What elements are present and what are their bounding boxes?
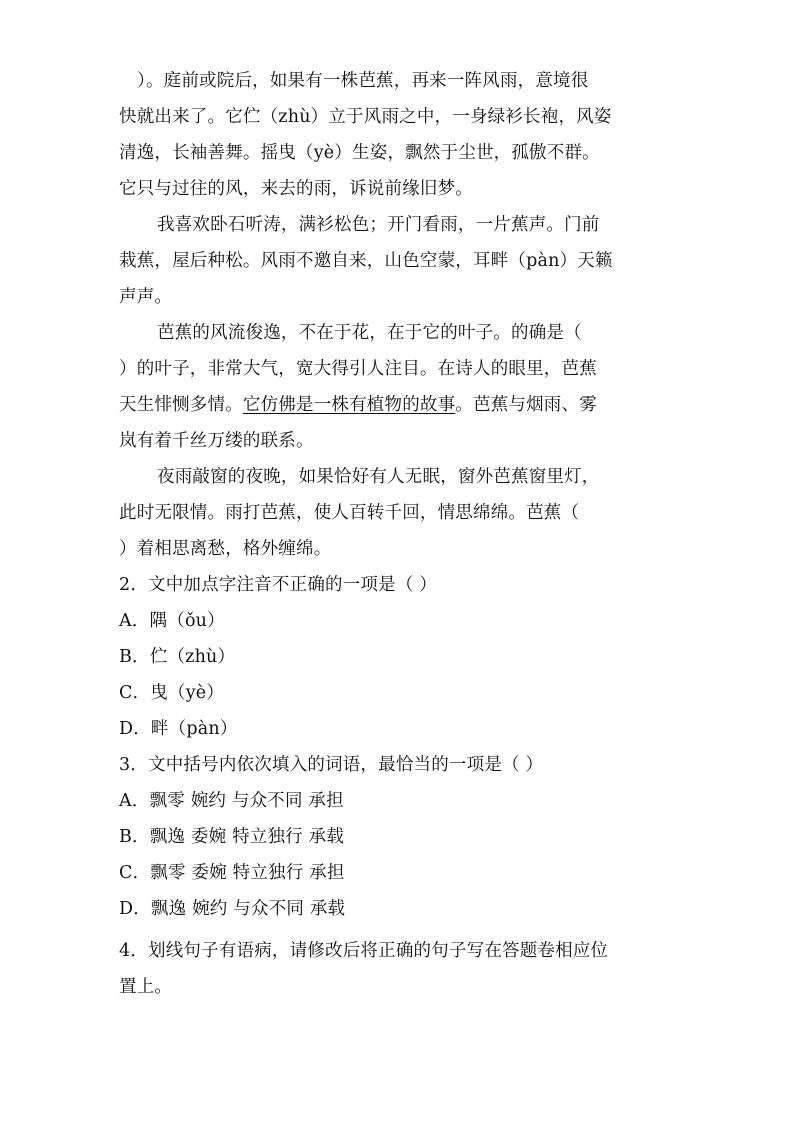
option-d: D．畔（pàn） <box>119 719 238 739</box>
passage-line: 清逸，长袖善舞。摇曳（yè）生姿，飘然于尘世，孤傲不群。 <box>119 143 600 163</box>
option-d: D．飘逸 婉约 与众不同 承载 <box>119 899 346 919</box>
question-stem: 2．文中加点字注音不正确的一项是（ ） <box>119 575 437 595</box>
passage-text: 。芭蕉与烟雨、雾 <box>455 395 597 415</box>
option-c: C．飘零 委婉 特立独行 承担 <box>119 863 345 883</box>
option-a: A．隅（ǒu） <box>119 611 225 631</box>
question-stem: 4．划线句子有语病，请修改后将正确的句子写在答题卷相应位 <box>119 941 609 961</box>
passage-text: 天生悱恻多情。 <box>119 395 243 415</box>
passage-line: 我喜欢卧石听涛，满衫松色；开门看雨，一片蕉声。门前 <box>157 215 600 235</box>
passage-line: 岚有着千丝万缕的联系。 <box>119 431 314 451</box>
passage-line: ）的叶子，非常大气，宽大得引人注目。在诗人的眼里，芭蕉 <box>119 359 597 379</box>
passage-line: 声声。 <box>119 287 173 307</box>
passage-line: 芭蕉的风流俊逸，不在于花，在于它的叶子。的确是（ <box>157 323 582 343</box>
question-stem: 3．文中括号内依次填入的词语，最恰当的一项是（ ） <box>119 755 544 775</box>
passage-line: ）。庭前或院后，如果有一株芭蕉，再来一阵风雨，意境很 <box>137 71 589 91</box>
option-c: C．曳（yè） <box>119 683 225 703</box>
passage-line: 快就出来了。它伫（zhù）立于风雨之中，一身绿衫长袍，风姿 <box>119 107 612 127</box>
passage-line: 它只与过往的风，来去的雨，诉说前缘旧梦。 <box>119 179 473 199</box>
passage-line: 此时无限情。雨打芭蕉，使人百转千回，情思绵绵。芭蕉（ <box>119 503 580 523</box>
passage-line: 夜雨敲窗的夜晚，如果恰好有人无眠，窗外芭蕉窗里灯， <box>157 467 600 487</box>
passage-line <box>119 394 597 416</box>
underlined-sentence: 它仿佛是一株有植物的故事 <box>242 395 456 415</box>
option-b: B．飘逸 委婉 特立独行 承载 <box>119 827 345 847</box>
question-stem: 置上。 <box>119 977 173 997</box>
passage-line: 栽蕉，屋后种松。风雨不邀自来，山色空蒙，耳畔（pàn）天籁 <box>119 251 613 271</box>
option-b: B．伫（zhù） <box>119 647 236 667</box>
passage-line: ）着相思离愁，格外缠绵。 <box>119 539 332 559</box>
option-a: A．飘零 婉约 与众不同 承担 <box>119 791 344 811</box>
